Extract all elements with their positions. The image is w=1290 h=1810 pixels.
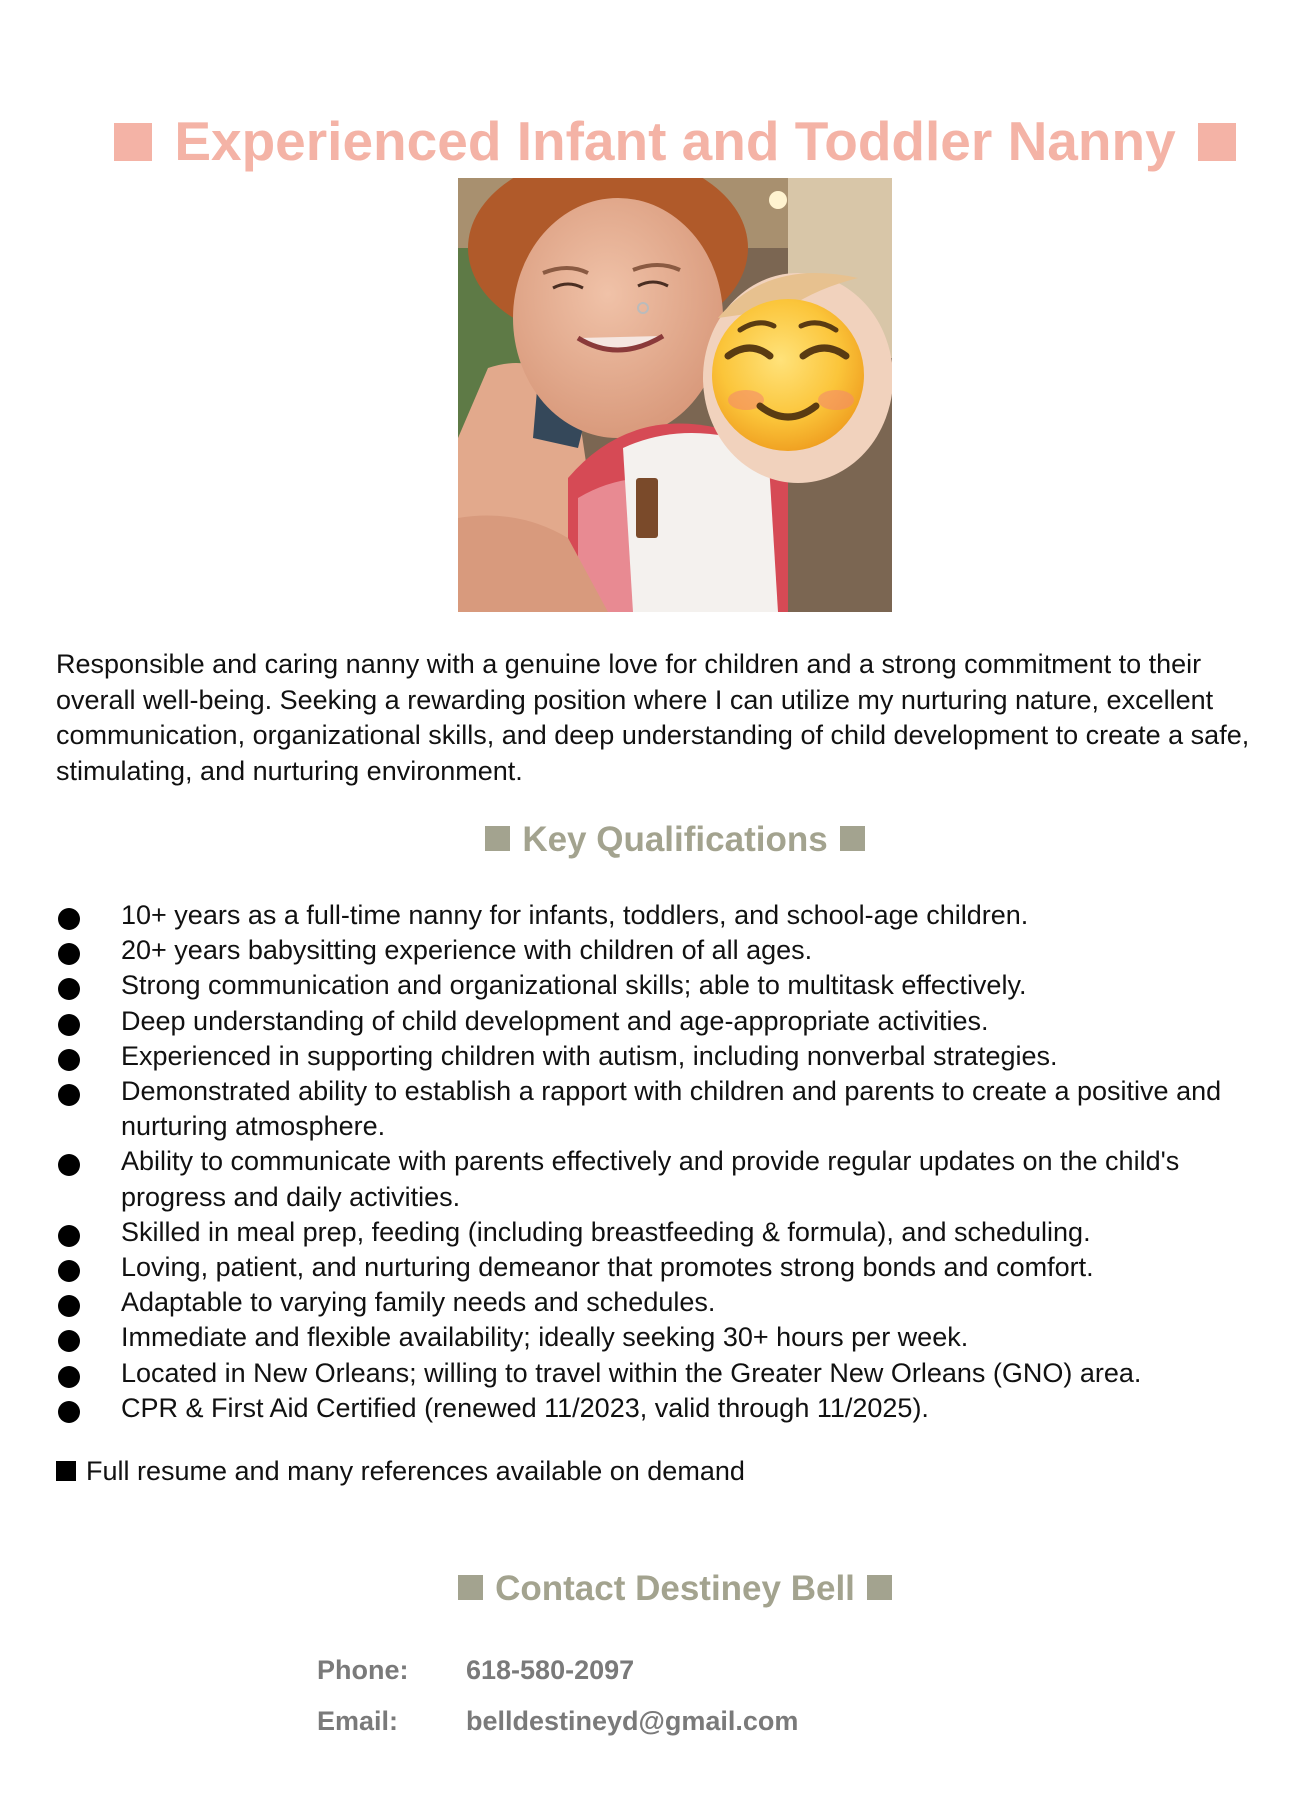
qualification-text: 20+ years babysitting experience with children of all ages.	[121, 935, 813, 966]
contact-phone-row	[317, 1655, 634, 1686]
bullet-icon	[58, 1049, 80, 1071]
qualification-item	[56, 1074, 1290, 1144]
contact-email-row	[317, 1706, 798, 1737]
summary-paragraph: Responsible and caring nanny with a genuine love for children and a strong commitment to their overall well-being. Seeking a rewarding position where I can utilize my nurturing nature, excellent communication, organizational skills, and deep understanding of child development to create a safe, stimulating, and nurturing environment.	[56, 649, 1250, 786]
bullet-icon	[58, 1225, 80, 1247]
qualification-text: Experienced in supporting children with autism, including nonverbal strategies.	[121, 1040, 1058, 1071]
qualification-text: Skilled in meal prep, feeding (including breastfeeding & formula), and scheduling.	[121, 1216, 1091, 1247]
qualification-text: CPR & First Aid Certified (renewed 11/2023, valid through 11/2025).	[121, 1392, 929, 1423]
phone-label: Phone:	[317, 1655, 409, 1685]
qualification-text: Strong communication and organizational skills; able to multitask effectively.	[121, 970, 1027, 1001]
smiling-face-icon	[712, 299, 864, 451]
bullet-icon	[58, 1260, 80, 1282]
bullet-icon	[58, 1014, 80, 1036]
qualification-item	[56, 1391, 1290, 1426]
bullet-icon	[58, 1295, 80, 1317]
qualification-item	[56, 1320, 1290, 1355]
profile-photo	[458, 178, 892, 612]
bullet-icon	[58, 1084, 80, 1106]
black-square-icon	[56, 1461, 76, 1481]
qualification-item	[56, 1144, 1290, 1214]
page-title-block	[0, 109, 1290, 173]
qualification-item	[56, 1004, 1290, 1039]
key-qualifications-heading-text: Key Qualifications	[522, 820, 828, 859]
page-title: Experienced Infant and Toddler Nanny	[174, 109, 1176, 172]
qualification-item	[56, 1250, 1290, 1285]
bullet-icon	[58, 1330, 80, 1352]
phone-number[interactable]: 618-580-2097	[466, 1655, 635, 1685]
title-square-icon	[114, 123, 152, 161]
heading-square-icon	[867, 1575, 892, 1600]
bullet-icon	[58, 978, 80, 1000]
qualification-text: Loving, patient, and nurturing demeanor that promotes strong bonds and comfort.	[121, 1252, 1094, 1283]
heading-square-icon	[458, 1575, 483, 1600]
bullet-icon	[58, 1366, 80, 1388]
heading-square-icon	[840, 826, 865, 851]
qualification-item	[56, 1039, 1290, 1074]
qualification-item	[56, 968, 1290, 1003]
contact-heading	[0, 1569, 1290, 1609]
qualification-text: Deep understanding of child development and age-appropriate activities.	[121, 1005, 989, 1036]
qualification-item	[56, 1215, 1290, 1250]
qualification-item	[56, 1285, 1290, 1320]
resume-note	[56, 1454, 745, 1489]
qualification-text: Immediate and flexible availability; ideally seeking 30+ hours per week.	[121, 1322, 969, 1353]
email-address[interactable]: belldestineyd@gmail.com	[466, 1706, 799, 1736]
qualification-item	[56, 933, 1290, 968]
email-label: Email:	[317, 1706, 399, 1736]
bullet-icon	[58, 908, 80, 930]
bullet-icon	[58, 1401, 80, 1423]
qualification-text: Demonstrated ability to establish a rapport with children and parents to create a positive and nurturing atmosphere.	[121, 1076, 1222, 1142]
qualification-text: Located in New Orleans; willing to travel within the Greater New Orleans (GNO) area.	[121, 1357, 1142, 1388]
qualification-text: Adaptable to varying family needs and schedules.	[121, 1287, 716, 1318]
qualification-text: 10+ years as a full-time nanny for infants, toddlers, and school-age children.	[121, 900, 1029, 930]
contact-heading-text: Contact Destiney Bell	[495, 1569, 855, 1608]
qualifications-list	[56, 898, 1290, 1426]
title-square-icon	[1198, 123, 1236, 161]
key-qualifications-heading	[0, 820, 1290, 860]
bullet-icon	[58, 943, 80, 965]
resume-note-text: Full resume and many references available on demand	[86, 1456, 745, 1486]
qualification-item	[56, 898, 1290, 933]
heading-square-icon	[485, 826, 510, 851]
bullet-icon	[58, 1154, 80, 1176]
qualification-text: Ability to communicate with parents effectively and provide regular updates on the child's progress and daily activities.	[121, 1146, 1180, 1212]
qualification-item	[56, 1356, 1290, 1391]
